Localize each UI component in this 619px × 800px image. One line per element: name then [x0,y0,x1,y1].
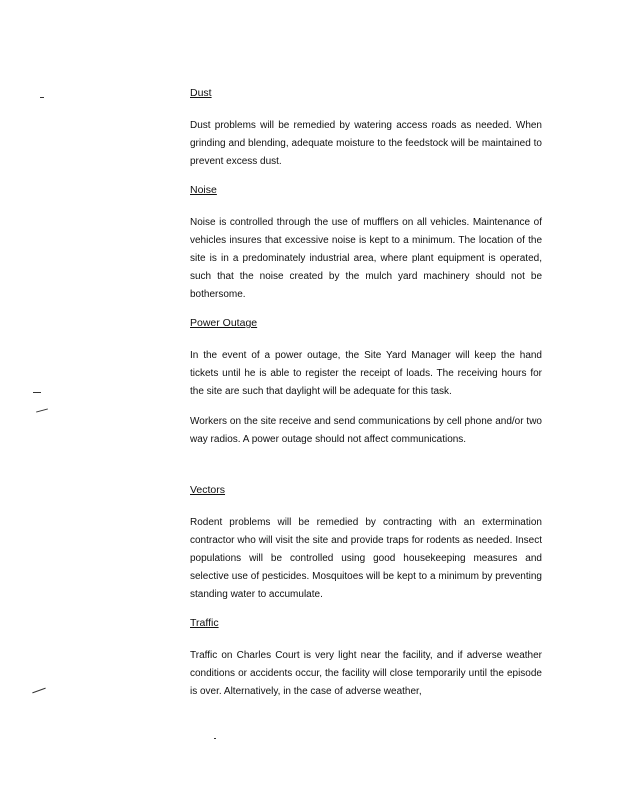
scan-speck [36,408,48,412]
section-paragraph-vectors: Rodent problems will be remedied by contracting with an extermination contractor who will visit the site and provide traps for rodents as needed. Insect populations will be controlled using good housekeeping measures and selective use of pesticides. Mosquitoes will be kept to a minimum by preventing standing water to accumulate. [190,517,542,600]
section-heading-traffic: Traffic [190,617,219,629]
section-heading-noise: Noise [190,184,217,196]
section-paragraph-noise: Noise is controlled through the use of mufflers on all vehicles. Maintenance of vehicles insures that excessive noise is kept to a minimum. The location of the site is in a predominately industrial area, where plant equipment is operated, such that the noise created by the mulch yard machinery should not be bothersome. [190,217,542,300]
scan-speck [40,97,44,98]
section-paragraph-power-outage-2: Workers on the site receive and send communications by cell phone and/or two way radios. A power outage should not affect communications. [190,416,542,445]
scan-speck [32,688,45,694]
scan-speck [33,392,41,393]
section-heading-dust: Dust [190,87,212,99]
section-paragraph-traffic: Traffic on Charles Court is very light near the facility, and if adverse weather conditions or accidents occur, the facility will close temporarily until the episode is over. Alternatively, in the case of adverse weather, [190,650,542,697]
section-heading-power-outage: Power Outage [190,317,258,329]
section-spacer [190,461,542,483]
section-heading-vectors: Vectors [190,484,226,496]
document-body [190,86,542,713]
section-paragraph-power-outage-1: In the event of a power outage, the Site Yard Manager will keep the hand tickets until he is able to register the receipt of loads. The receiving hours for the site are such that daylight will be adequate for this task. [190,350,542,397]
section-paragraph-dust: Dust problems will be remedied by watering access roads as needed. When grinding and blending, adequate moisture to the feedstock will be maintained to prevent excess dust. [190,120,542,167]
scan-speck [214,738,216,739]
